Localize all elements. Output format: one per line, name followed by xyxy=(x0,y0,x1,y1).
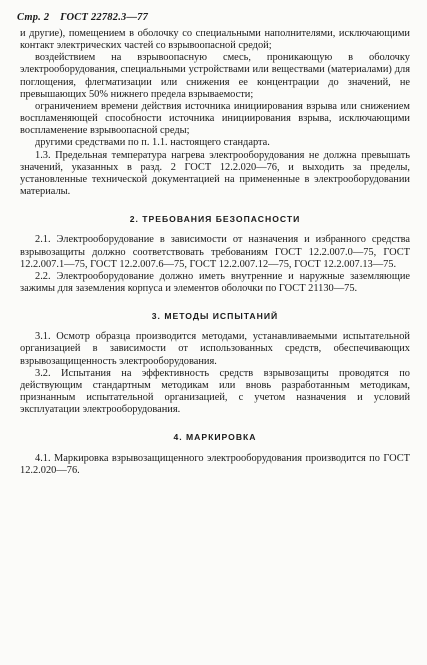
clause-4-1: 4.1. Маркировка взрывозащищенного электрооборудования производится по ГОСТ 12.2.020—76. xyxy=(20,452,410,476)
clause-3-2: 3.2. Испытания на эффективность средств взрывозащиты проводятся по действующим стандартным методикам или вновь разработанным методикам, признанным испытательной организацией, с учетом назначения и условий эксплуатации электрооборудования. xyxy=(20,367,410,416)
section-heading-test-methods: 3. МЕТОДЫ ИСПЫТАНИЙ xyxy=(151,311,279,322)
section-heading-safety: 2. ТРЕБОВАНИЯ БЕЗОПАСНОСТИ xyxy=(129,214,301,225)
document-body xyxy=(20,28,410,477)
page-header xyxy=(17,12,148,23)
intro-paragraph: воздействием на взрывоопасную смесь, проникающую в оболочку электрооборудования, специальными устройствами или веществами (материалами) для поглощения, флегматизации или снижения ее концентрации до значений, не превышающих 50% нижнего предела взрываемости; xyxy=(20,52,410,100)
section-heading-marking: 4. МАРКИРОВКА xyxy=(173,432,257,443)
clause-1-3: 1.3. Предельная температура нагрева электрооборудования не должна превышать значений, указанных в разд. 2 ГОСТ 12.2.020—76, и выходить за пределы, установленные технической документацией на примененные в электрооборудовании материалы. xyxy=(20,149,410,198)
clause-2-1: 2.1. Электрооборудование в зависимости от назначения и избранного средства взрывозащиты должно соответствовать требованиям ГОСТ 12.2.007.0—75, ГОСТ 12.2.007.1—75, ГОСТ 12.2.007.6—75, ГОСТ 12.2.007.12—75, ГОСТ 12.2.007.13—75. xyxy=(20,234,410,270)
page-number: Стр. 2 xyxy=(17,12,50,23)
intro-paragraph: другими средствами по п. 1.1. настоящего стандарта. xyxy=(35,137,270,149)
clause-3-1: 3.1. Осмотр образца производится методами, устанавливаемыми испытательной организацией в зависимости от использованных средств, обеспечивающих взрывозащищенность электрооборудования. xyxy=(20,331,410,367)
intro-paragraph: ограничением времени действия источника инициирования взрыва или снижением воспламеняющей способности источника инициирования взрыва, исключающими воспламенение взрывоопасной среды; xyxy=(20,100,410,137)
intro-paragraph: и другие), помещением в оболочку со специальными наполнителями, исключающими контакт электрических частей со взрывоопасной средой; xyxy=(20,28,410,52)
clause-2-2: 2.2. Электрооборудование должно иметь внутренние и наружные заземляющие зажимы для заземления корпуса и элементов оболочки по ГОСТ 21130—75. xyxy=(20,270,410,294)
standard-number: ГОСТ 22782.3—77 xyxy=(60,12,149,23)
